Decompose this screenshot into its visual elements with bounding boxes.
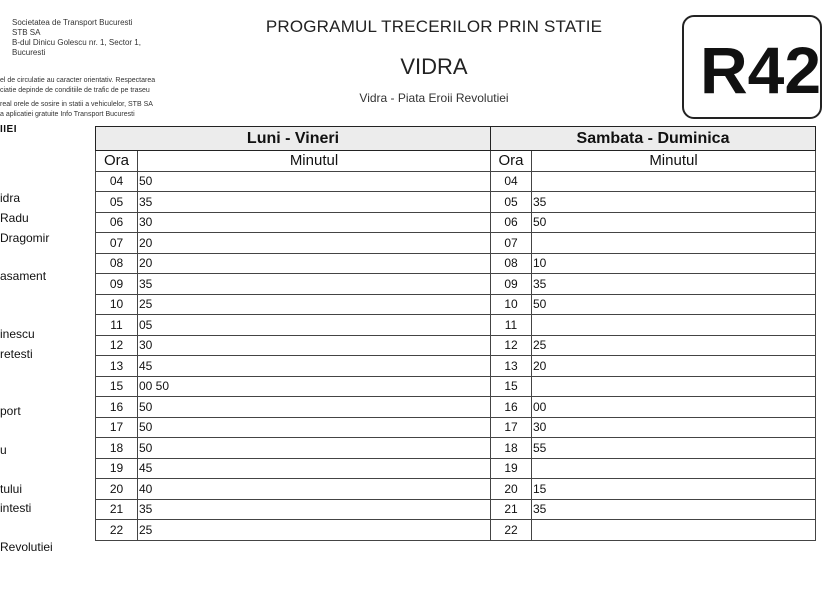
weekday-hour-cell: 21 [96,499,138,520]
weekday-minutes-cell: 05 [138,315,491,336]
station-item: inescu [0,327,35,341]
weekday-minutes-cell: 25 [138,294,491,315]
weekend-hour-cell: 11 [491,315,532,336]
schedule-row [96,192,816,213]
weekend-minutes-cell: 00 [532,397,816,418]
weekend-hour-cell: 10 [491,294,532,315]
period-header-row [96,127,816,151]
weekend-hour-cell: 22 [491,520,532,541]
weekend-minutes-cell [532,376,816,397]
station-item: port [0,404,21,418]
schedule-row [96,356,816,377]
weekend-hour-cell: 13 [491,356,532,377]
weekend-minutes-cell: 35 [532,499,816,520]
weekday-minutes-cell: 20 [138,253,491,274]
weekend-hour-cell: 12 [491,335,532,356]
route-badge [682,15,822,119]
schedule-row [96,397,816,418]
company-line: B-dul Dinicu Golescu nr. 1, Sector 1, [12,38,141,47]
weekday-hour-cell: 04 [96,171,138,192]
weekend-hour-label: Ora [491,151,532,172]
weekend-hour-cell: 08 [491,253,532,274]
station-item: intesti [0,501,32,515]
weekday-hour-cell: 17 [96,417,138,438]
weekday-hour-cell: 19 [96,458,138,479]
weekday-minutes-cell: 30 [138,335,491,356]
schedule-body [96,171,816,540]
weekend-header: Sambata - Duminica [491,127,816,151]
weekend-minutes-cell [532,233,816,254]
schedule-row [96,417,816,438]
schedule-row [96,458,816,479]
disclaimer-line: el de circulatie au caracter orientativ. Respectarea [0,77,156,84]
weekday-hour-cell: 13 [96,356,138,377]
schedule-row [96,499,816,520]
station-item: retesti [0,347,33,361]
company-info [12,18,141,58]
weekday-minutes-cell: 40 [138,479,491,500]
weekday-minutes-cell: 50 [138,417,491,438]
weekend-hour-cell: 18 [491,438,532,459]
route-code: R42 [700,33,822,107]
column-header-row [96,151,816,172]
schedule-row [96,520,816,541]
disclaimer-line: real orele de sosire in statii a vehiculelor, STB SA [0,101,153,108]
station-item: tului [0,482,23,496]
weekend-hour-cell: 05 [491,192,532,213]
weekend-minutes-cell [532,171,816,192]
weekday-hour-cell: 05 [96,192,138,213]
schedule-row [96,376,816,397]
weekday-hour-cell: 12 [96,335,138,356]
weekend-minutes-cell: 30 [532,417,816,438]
weekend-hour-cell: 09 [491,274,532,295]
weekday-hour-cell: 22 [96,520,138,541]
station-item: idra [0,191,21,205]
weekend-minutes-cell: 50 [532,212,816,233]
station-item: Dragomir [0,231,50,245]
weekday-minutes-cell: 00 50 [138,376,491,397]
weekend-minutes-cell: 50 [532,294,816,315]
weekend-hour-cell: 20 [491,479,532,500]
station-item: Radu [0,211,29,225]
weekend-hour-cell: 04 [491,171,532,192]
schedule-row [96,438,816,459]
page-title: PROGRAMUL TRECERILOR PRIN STATIE [265,17,603,36]
schedule-row [96,212,816,233]
weekend-minutes-cell: 35 [532,274,816,295]
weekday-minutes-cell: 50 [138,171,491,192]
route-direction: Vidra - Piata Eroii Revolutiei [359,91,509,105]
company-line: STB SA [12,28,41,37]
weekday-minutes-cell: 25 [138,520,491,541]
weekend-minutes-cell: 15 [532,479,816,500]
weekend-minutes-cell: 35 [532,192,816,213]
weekday-hour-cell: 11 [96,315,138,336]
weekend-hour-cell: 06 [491,212,532,233]
schedule-row [96,274,816,295]
schedule-row [96,294,816,315]
weekend-hour-cell: 07 [491,233,532,254]
weekday-hour-cell: 15 [96,376,138,397]
weekday-hour-cell: 20 [96,479,138,500]
weekend-minutes-cell: 20 [532,356,816,377]
schedule-row [96,253,816,274]
weekday-hour-cell: 07 [96,233,138,254]
company-line: Societatea de Transport Bucuresti [12,18,133,27]
weekend-minute-label: Minutul [532,151,816,172]
weekday-hour-cell: 06 [96,212,138,233]
disclaimer-line: ciatie depinde de conditiile de trafic de pe traseu [0,86,150,94]
weekend-hour-cell: 15 [491,376,532,397]
station-item: Revolutiei [0,540,53,554]
weekday-minutes-cell: 35 [138,192,491,213]
weekend-hour-cell: 21 [491,499,532,520]
weekday-minutes-cell: 30 [138,212,491,233]
station-item: asament [0,269,47,283]
weekend-hour-cell: 17 [491,417,532,438]
weekday-header: Luni - Vineri [96,127,491,151]
weekday-hour-cell: 18 [96,438,138,459]
weekday-hour-label: Ora [96,151,138,172]
station-item: u [0,443,7,457]
schedule-table [95,126,816,541]
weekend-hour-cell: 19 [491,458,532,479]
weekday-minutes-cell: 35 [138,274,491,295]
disclaimer [0,76,155,119]
weekend-minutes-cell: 55 [532,438,816,459]
weekend-minutes-cell: 25 [532,335,816,356]
weekday-minutes-cell: 20 [138,233,491,254]
weekday-hour-cell: 16 [96,397,138,418]
weekday-minute-label: Minutul [138,151,491,172]
weekend-minutes-cell [532,458,816,479]
weekday-minutes-cell: 50 [138,438,491,459]
weekday-minutes-cell: 35 [138,499,491,520]
disclaimer-line: a aplicatiei gratuite Info Transport Bucuresti [0,110,135,118]
weekday-hour-cell: 10 [96,294,138,315]
weekend-hour-cell: 16 [491,397,532,418]
weekday-hour-cell: 08 [96,253,138,274]
weekday-minutes-cell: 50 [138,397,491,418]
weekend-minutes-cell [532,315,816,336]
weekday-hour-cell: 09 [96,274,138,295]
schedule-row [96,171,816,192]
weekday-minutes-cell: 45 [138,458,491,479]
stop-name: VIDRA [400,54,468,79]
schedule-row [96,479,816,500]
schedule-row [96,335,816,356]
schedule-row [96,233,816,254]
stations-header: IIEI [0,124,18,135]
weekend-minutes-cell [532,520,816,541]
weekend-minutes-cell: 10 [532,253,816,274]
weekday-minutes-cell: 45 [138,356,491,377]
company-line: Bucuresti [12,48,46,57]
schedule-row [96,315,816,336]
